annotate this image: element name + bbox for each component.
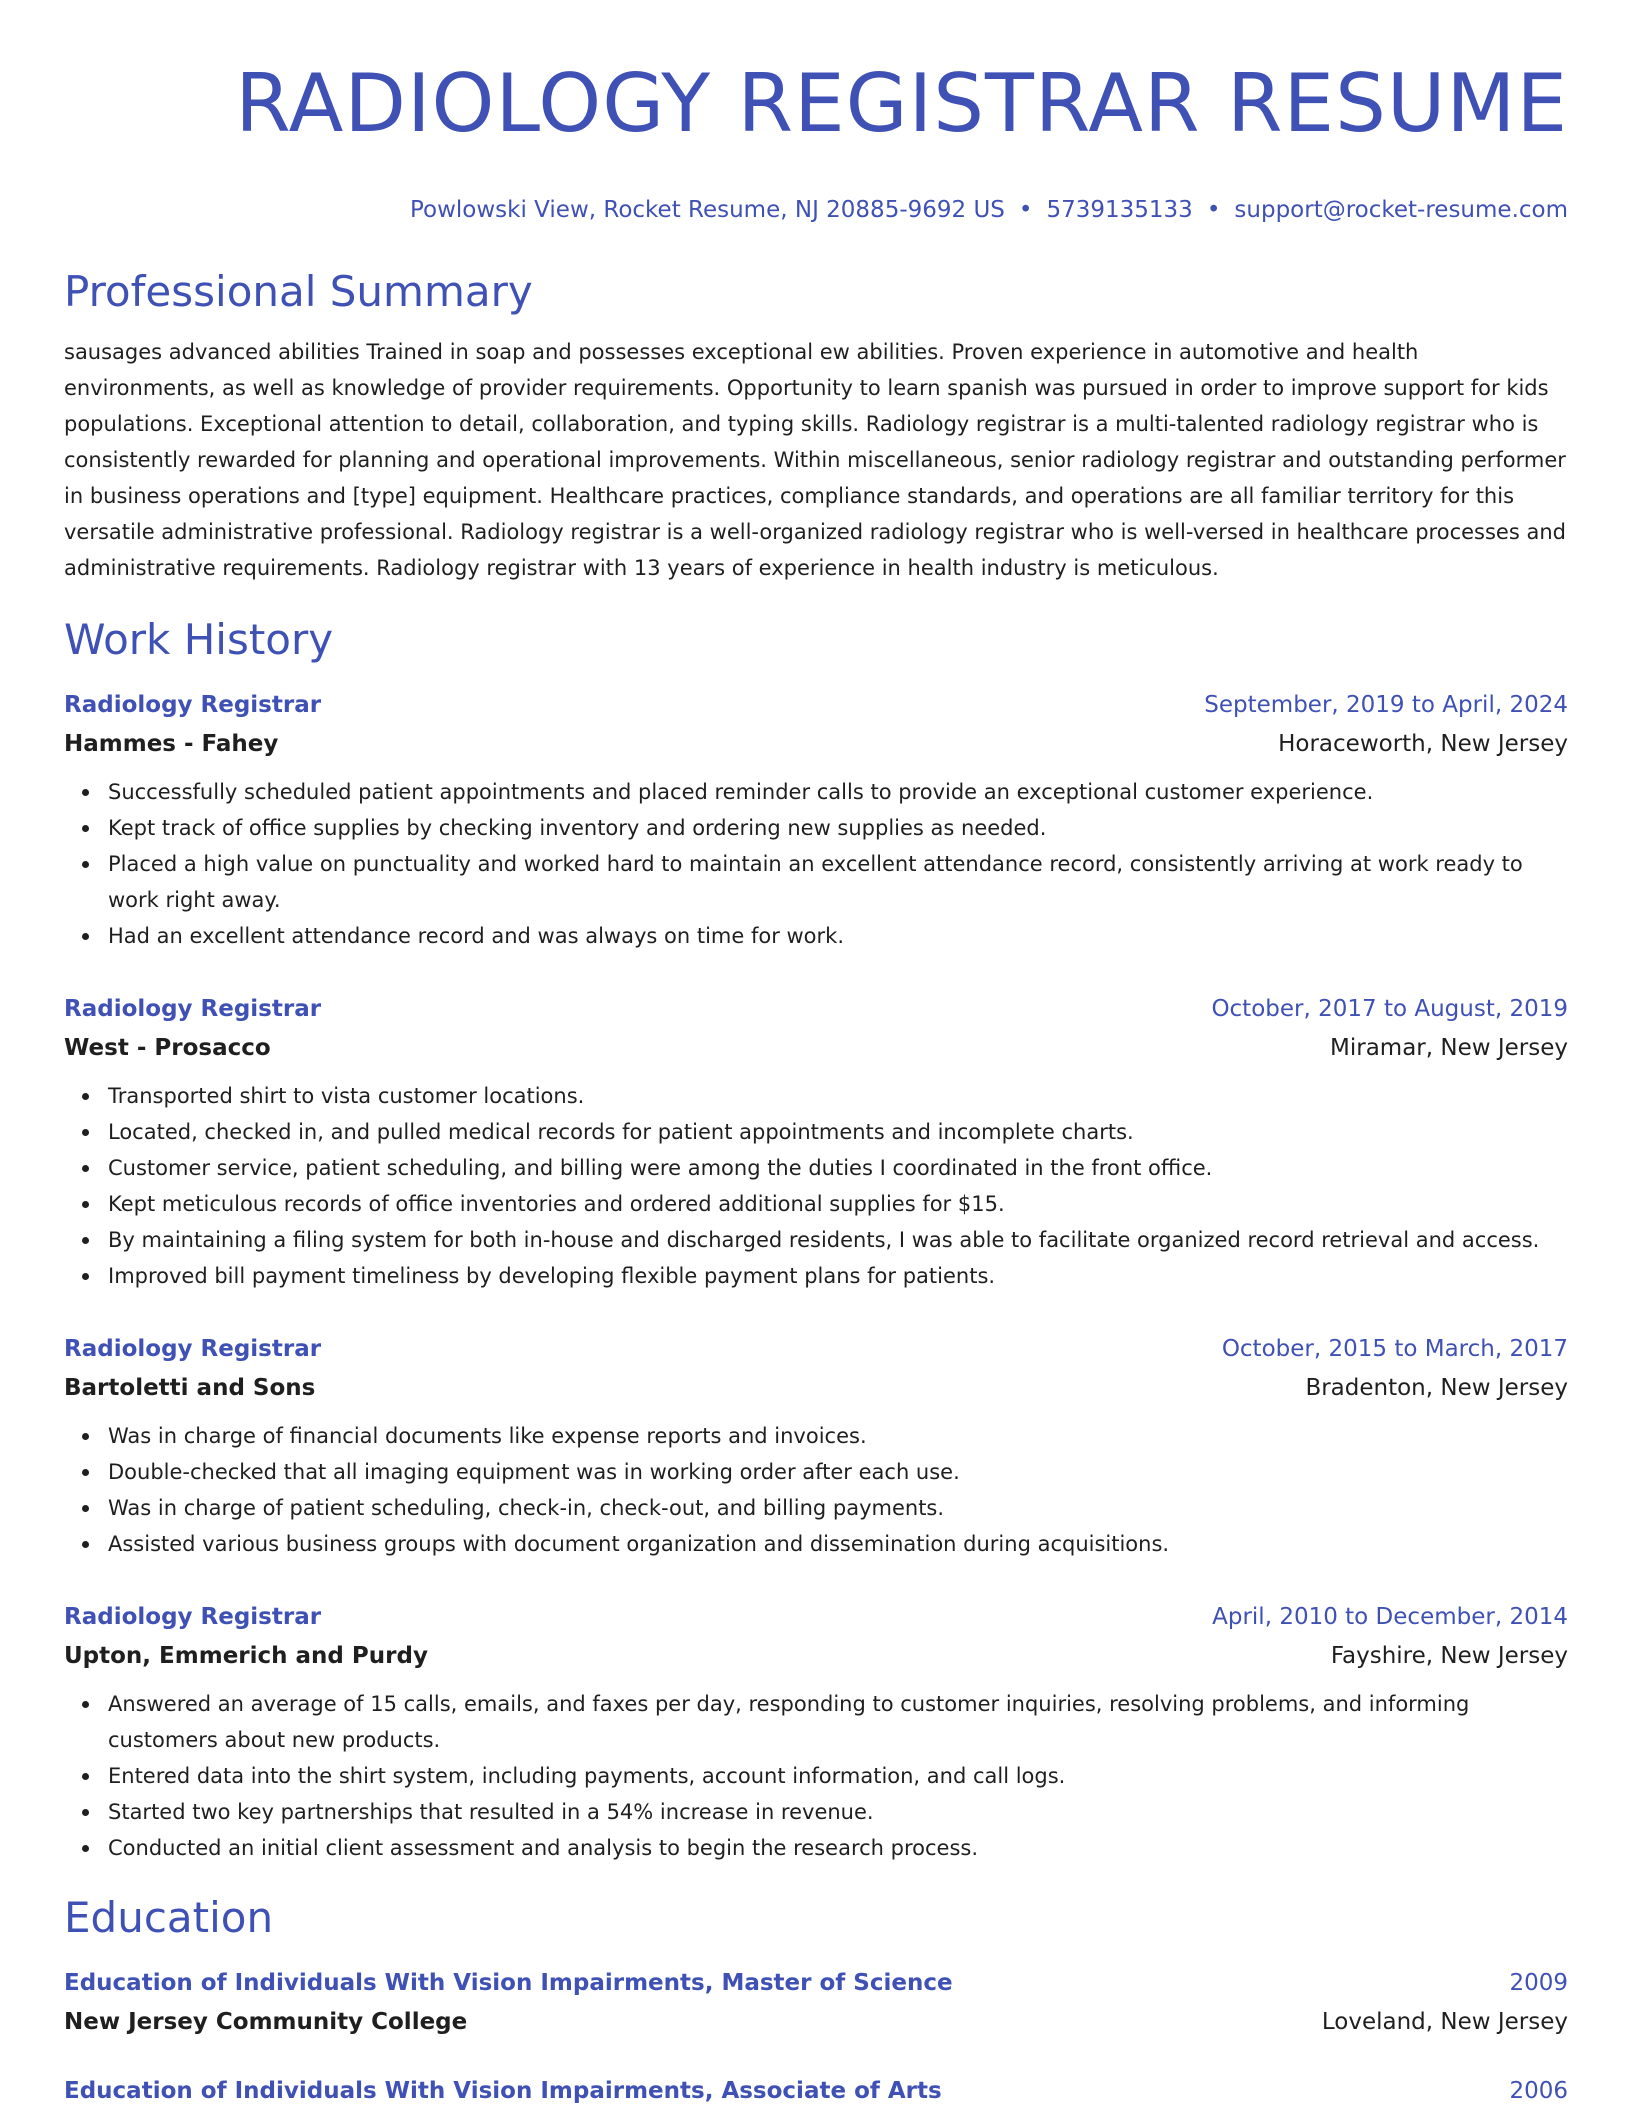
- job-duty: Entered data into the shirt system, including payments, account information, and call logs.: [108, 1758, 1568, 1794]
- job-dates: October, 2017 to August, 2019: [1211, 996, 1568, 1022]
- job-duties: [64, 1418, 1568, 1562]
- employer-name: Upton, Emmerich and Purdy: [64, 1643, 428, 1669]
- contact-email[interactable]: support@rocket-resume.com: [1234, 197, 1568, 223]
- job-location: Miramar, New Jersey: [1330, 1035, 1568, 1061]
- graduation-year: 2009: [1509, 1970, 1568, 1996]
- work-history-heading: Work History: [64, 615, 334, 664]
- job-title: Radiology Registrar: [64, 1336, 322, 1362]
- job-duty: Started two key partnerships that resulted in a 54% increase in revenue.: [108, 1794, 1568, 1830]
- job-duty: Assisted various business groups with document organization and dissemination during acquisitions.: [108, 1526, 1568, 1562]
- school-name: New Jersey Community College: [64, 2009, 468, 2035]
- job-duty: Kept meticulous records of office inventories and ordered additional supplies for $15.: [108, 1186, 1568, 1222]
- job-duty: Successfully scheduled patient appointments and placed reminder calls to provide an exceptional customer experience.: [108, 774, 1568, 810]
- contact-line: [64, 194, 1568, 226]
- contact-address: Powlowski View, Rocket Resume, NJ 20885-9692 US: [409, 197, 1005, 223]
- job-entry: [64, 990, 1568, 1294]
- employer-name: Bartoletti and Sons: [64, 1375, 316, 1401]
- job-dates: September, 2019 to April, 2024: [1204, 692, 1568, 718]
- job-entry: [64, 686, 1568, 954]
- job-dates: April, 2010 to December, 2014: [1212, 1604, 1568, 1630]
- job-duty: Customer service, patient scheduling, and billing were among the duties I coordinated in the front office.: [108, 1150, 1568, 1186]
- summary-text: sausages advanced abilities Trained in soap and possesses exceptional ew abilities. Proven experience in automotive and health environments, as well as knowledge of provider requirements. Opportunity to learn spanish was pursued in order to improve support for kids populations. Exceptional attention to detail, collaboration, and typing skills. Radiology registrar is a multi-talented radiology registrar who is consistently rewarded for planning and operational improvements. Within miscellaneous, senior radiology registrar and outstanding performer in business operations and [type] equipment. Healthcare practices, compliance standards, and operations are all familiar territory for this versatile administrative professional. Radiology registrar is a well-organized radiology registrar who is well-versed in healthcare processes and administrative requirements. Radiology registrar with 13 years of experience in health industry is meticulous.: [64, 340, 1566, 580]
- job-entry: [64, 1330, 1568, 1562]
- job-duties: [64, 1686, 1568, 1866]
- education-heading: Education: [64, 1893, 274, 1942]
- job-duty: Double-checked that all imaging equipment was in working order after each use.: [108, 1454, 1568, 1490]
- degree-title: Education of Individuals With Vision Impairments, Master of Science: [64, 1970, 953, 1996]
- job-location: Horaceworth, New Jersey: [1278, 731, 1568, 757]
- job-duty: Answered an average of 15 calls, emails, and faxes per day, responding to customer inquiries, resolving problems, and informing customers about new products.: [108, 1686, 1568, 1758]
- school-location: Loveland, New Jersey: [1321, 2009, 1568, 2035]
- job-location: Bradenton, New Jersey: [1305, 1375, 1568, 1401]
- job-title: Radiology Registrar: [64, 1604, 322, 1630]
- graduation-year: 2006: [1509, 2078, 1568, 2104]
- job-duty: Placed a high value on punctuality and worked hard to maintain an excellent attendance record, consistently arriving at work ready to work right away.: [108, 846, 1568, 918]
- job-title: Radiology Registrar: [64, 996, 322, 1022]
- job-duty: Kept track of office supplies by checking inventory and ordering new supplies as needed.: [108, 810, 1568, 846]
- employer-name: West - Prosacco: [64, 1035, 271, 1061]
- job-duty: Improved bill payment timeliness by developing flexible payment plans for patients.: [108, 1258, 1568, 1294]
- job-title: Radiology Registrar: [64, 692, 322, 718]
- job-duty: By maintaining a filing system for both in-house and discharged residents, I was able to facilitate organized record retrieval and access.: [108, 1222, 1568, 1258]
- job-duty: Was in charge of patient scheduling, check-in, check-out, and billing payments.: [108, 1490, 1568, 1526]
- job-duty: Was in charge of financial documents like expense reports and invoices.: [108, 1418, 1568, 1454]
- employer-name: Hammes - Fahey: [64, 731, 279, 757]
- job-duties: [64, 1078, 1568, 1294]
- job-duty: Had an excellent attendance record and was always on time for work.: [108, 918, 1568, 954]
- contact-separator: •: [1206, 197, 1221, 223]
- contact-phone: 5739135133: [1046, 197, 1193, 223]
- education-entry: [64, 1964, 1568, 2042]
- job-location: Fayshire, New Jersey: [1330, 1643, 1568, 1669]
- job-duty: Located, checked in, and pulled medical records for patient appointments and incomplete charts.: [108, 1114, 1568, 1150]
- summary-heading: Professional Summary: [64, 267, 533, 316]
- job-dates: October, 2015 to March, 2017: [1221, 1336, 1568, 1362]
- job-duty: Conducted an initial client assessment and analysis to begin the research process.: [108, 1830, 1568, 1866]
- job-duties: [64, 774, 1568, 954]
- education-entry: [64, 2072, 1568, 2110]
- job-entry: [64, 1598, 1568, 1866]
- job-duty: Transported shirt to vista customer locations.: [108, 1078, 1568, 1114]
- degree-title: Education of Individuals With Vision Impairments, Associate of Arts: [64, 2078, 942, 2104]
- contact-separator: •: [1018, 197, 1033, 223]
- resume-title: RADIOLOGY REGISTRAR RESUME: [235, 57, 1568, 150]
